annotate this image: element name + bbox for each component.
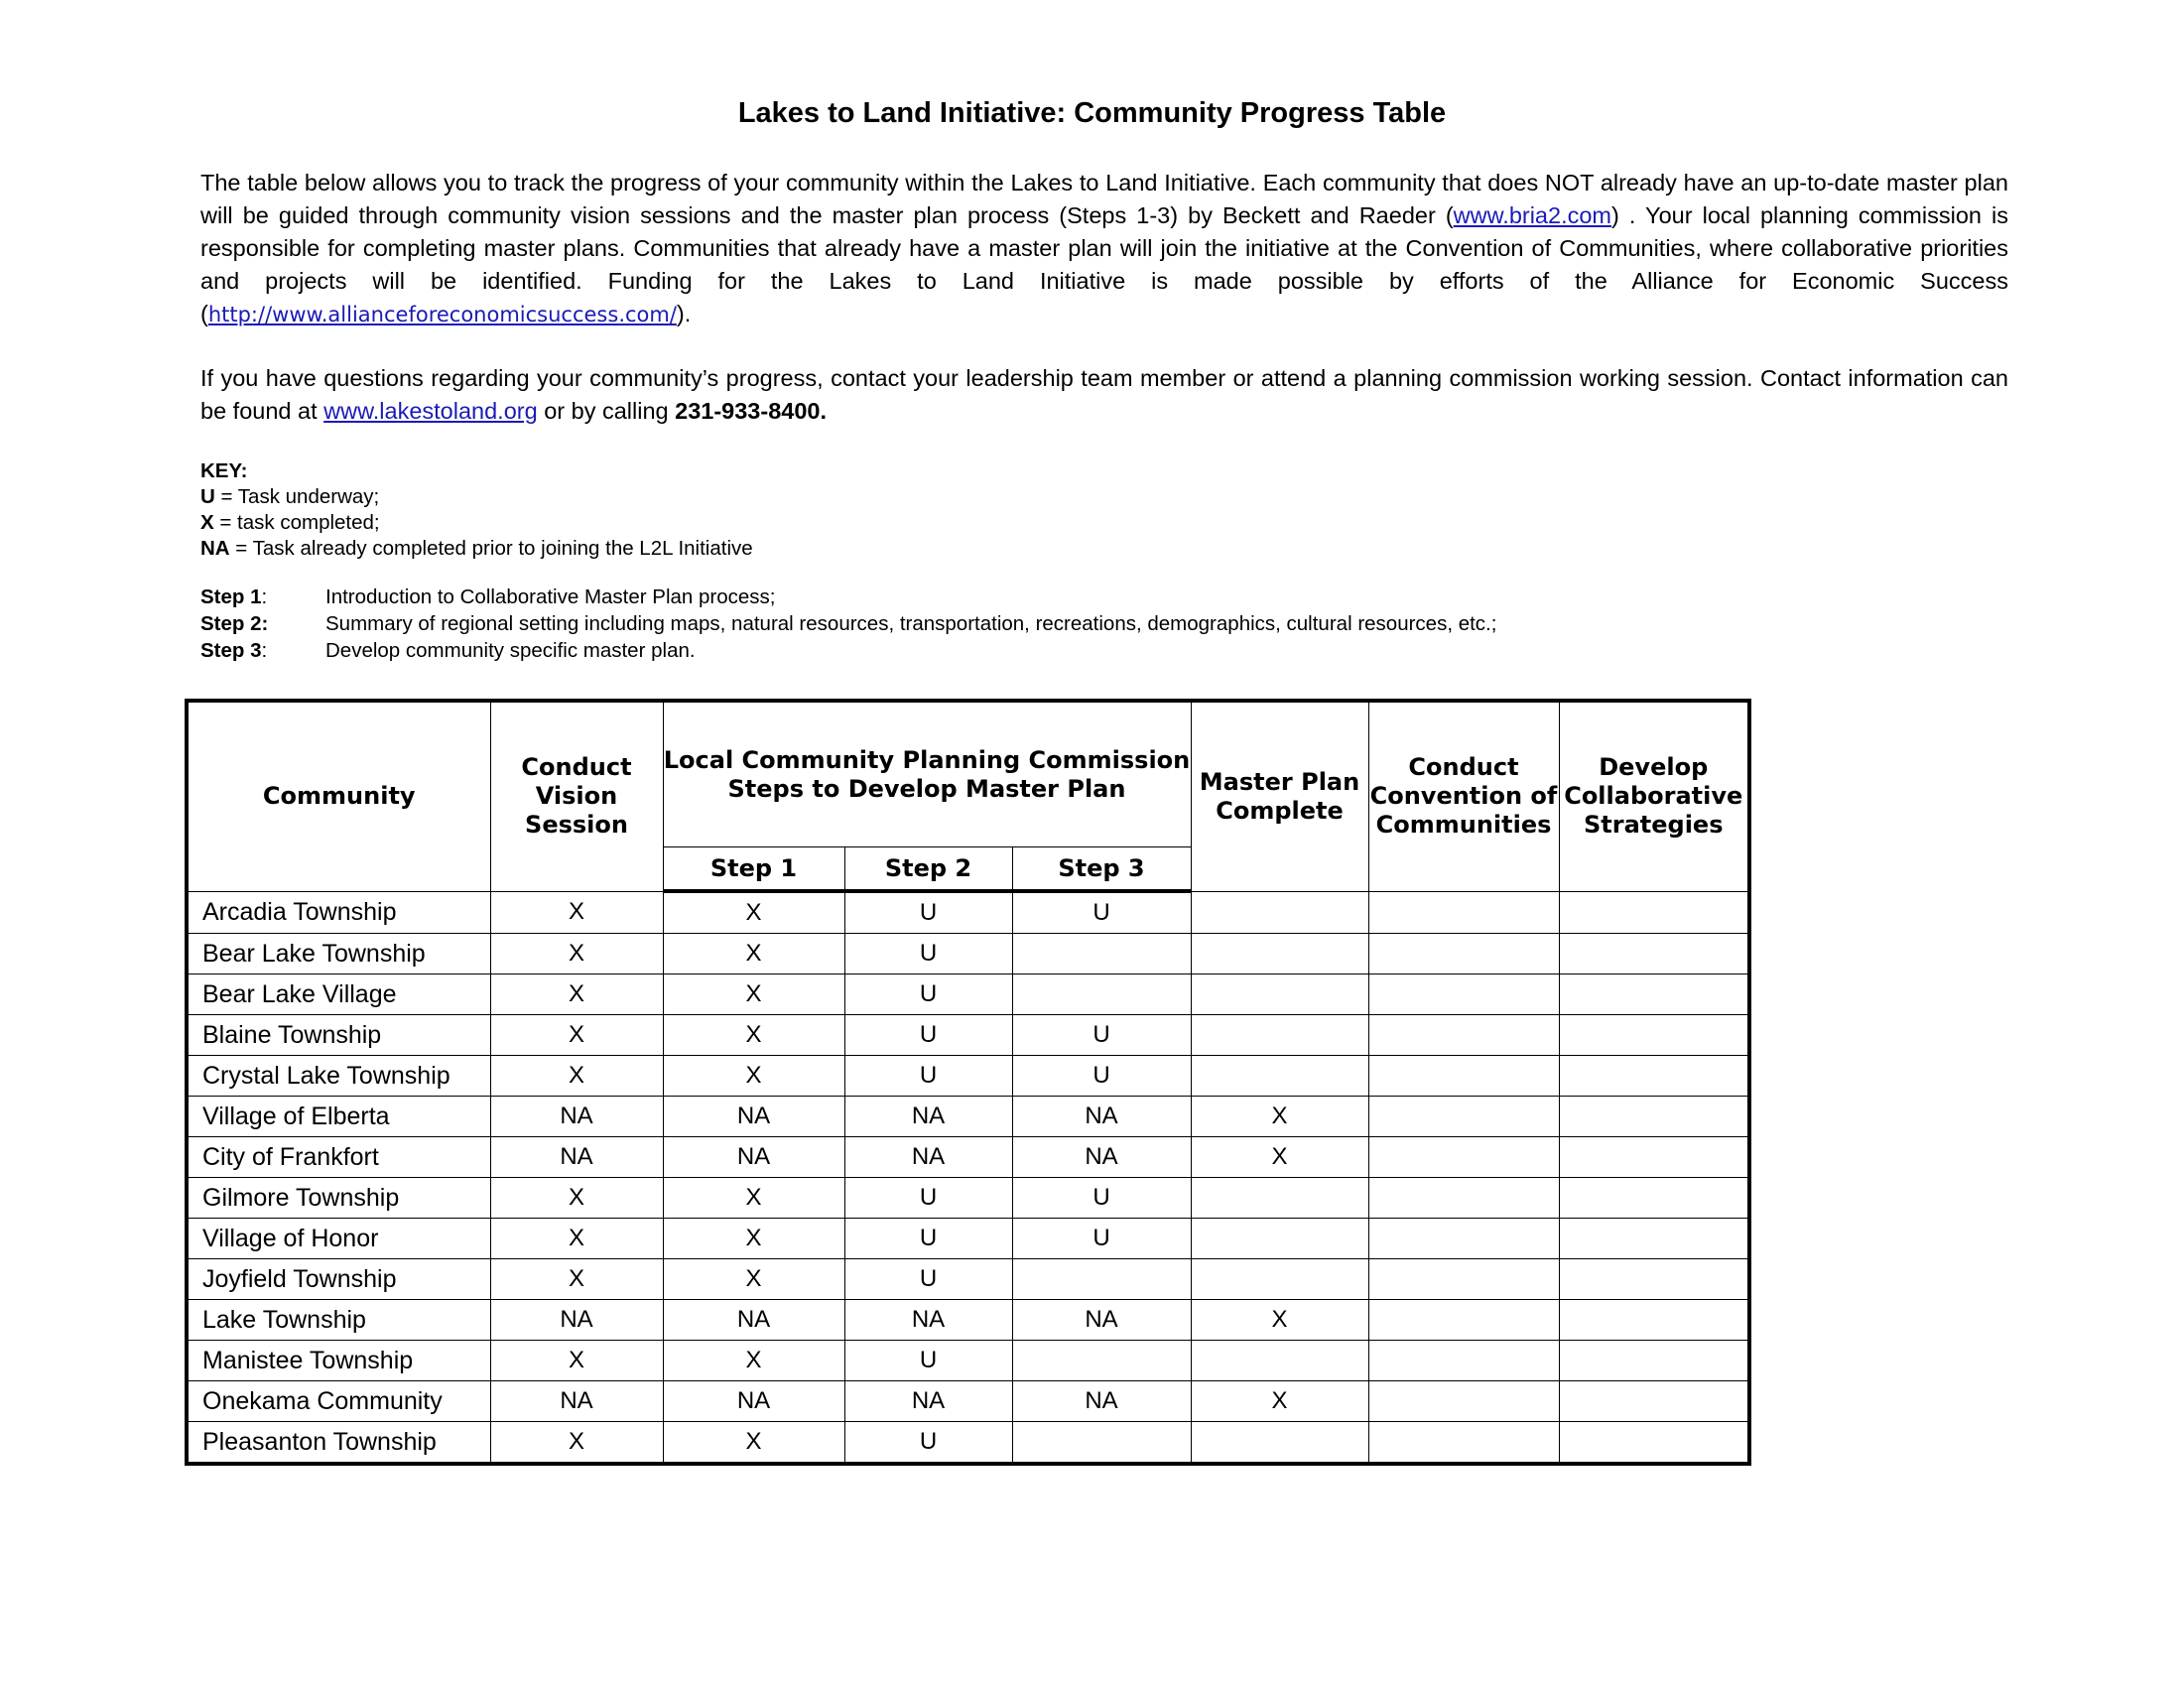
contact-text-1: If you have questions regarding your community’s progress, contact your leadership team member or attend a planning commission working session. Contact information can be found at (200, 365, 2008, 424)
strategies-cell (1559, 1178, 1749, 1219)
table-row (187, 1137, 1749, 1178)
vision-cell: NA (490, 1097, 663, 1137)
convention-cell (1368, 1341, 1559, 1381)
header-convention: Conduct Convention of Communities (1368, 701, 1559, 891)
key-heading: KEY: (200, 459, 248, 482)
convention-cell (1368, 1300, 1559, 1341)
master-plan-cell (1191, 1056, 1368, 1097)
step1-cell: X (663, 974, 844, 1015)
step3-cell: NA (1012, 1137, 1191, 1178)
step3-cell: U (1012, 1056, 1191, 1097)
step1-cell: X (663, 891, 844, 934)
intro-text-2: ) . Your local planning commission is responsible for completing master plans. Communities that already have a master plan will join the initiative at the Convention of Communities, where collaborative priorities and projects will be identified. Funding for the Lakes to Land Initiative is made possible by efforts of the Alliance for Economic Success ( (200, 202, 2008, 326)
header-vision-session: Conduct Vision Session (490, 701, 663, 891)
alliance-link[interactable]: http://www.allianceforeconomicsuccess.com/ (207, 303, 677, 326)
vision-cell: X (490, 1259, 663, 1300)
contact-phone: 231-933-8400. (675, 398, 828, 424)
header-strategies: Develop Collaborative Strategies (1559, 701, 1749, 891)
header-step-3: Step 3 (1012, 847, 1191, 892)
step-description: Summary of regional setting including maps, natural resources, transportation, recreations, demographics, cultural resources, etc.; (325, 612, 1497, 635)
step-line-2 (200, 610, 1496, 637)
community-name: City of Frankfort (187, 1137, 490, 1178)
strategies-cell (1559, 1422, 1749, 1465)
step3-cell: U (1012, 1219, 1191, 1259)
key-text: = Task already completed prior to joining the L2L Initiative (229, 537, 753, 560)
convention-cell (1368, 934, 1559, 974)
vision-cell: X (490, 1015, 663, 1056)
step2-cell: U (844, 1219, 1012, 1259)
step3-cell (1012, 1341, 1191, 1381)
header-planning-steps: Local Community Planning Commission Steps to Develop Master Plan (663, 701, 1191, 847)
community-name: Onekama Community (187, 1381, 490, 1422)
table-row (187, 934, 1749, 974)
step1-cell: X (663, 1015, 844, 1056)
strategies-cell (1559, 1219, 1749, 1259)
steps-legend (200, 584, 1496, 664)
step-line-1 (200, 584, 1496, 610)
step1-cell: NA (663, 1381, 844, 1422)
step1-cell: X (663, 1219, 844, 1259)
master-plan-cell: X (1191, 1300, 1368, 1341)
vision-cell: X (490, 1422, 663, 1465)
step2-cell: NA (844, 1097, 1012, 1137)
master-plan-cell: X (1191, 1097, 1368, 1137)
master-plan-cell (1191, 1259, 1368, 1300)
table-row (187, 1381, 1749, 1422)
community-name: Crystal Lake Township (187, 1056, 490, 1097)
step-colon: : (261, 585, 268, 608)
step1-cell: NA (663, 1300, 844, 1341)
convention-cell (1368, 1056, 1559, 1097)
step-line-3 (200, 637, 1496, 664)
strategies-cell (1559, 1259, 1749, 1300)
table-row (187, 1219, 1749, 1259)
table-row (187, 1015, 1749, 1056)
header-step-1: Step 1 (663, 847, 844, 892)
step1-cell: NA (663, 1097, 844, 1137)
step1-cell: NA (663, 1137, 844, 1178)
strategies-cell (1559, 1341, 1749, 1381)
convention-cell (1368, 1259, 1559, 1300)
convention-cell (1368, 1015, 1559, 1056)
community-name: Joyfield Township (187, 1259, 490, 1300)
strategies-cell (1559, 1097, 1749, 1137)
key-item-prior (200, 536, 753, 562)
key-code: X (200, 511, 214, 534)
strategies-cell (1559, 1015, 1749, 1056)
convention-cell (1368, 974, 1559, 1015)
master-plan-cell (1191, 1341, 1368, 1381)
master-plan-cell (1191, 1422, 1368, 1465)
community-name: Blaine Township (187, 1015, 490, 1056)
step2-cell: U (844, 891, 1012, 934)
table-row (187, 1178, 1749, 1219)
key-text: = Task underway; (214, 485, 380, 508)
table-row (187, 891, 1749, 934)
table-row (187, 1056, 1749, 1097)
lakestoland-link[interactable]: www.lakestoland.org (323, 398, 538, 424)
community-name: Bear Lake Village (187, 974, 490, 1015)
community-name: Gilmore Township (187, 1178, 490, 1219)
master-plan-cell: X (1191, 1381, 1368, 1422)
convention-cell (1368, 891, 1559, 934)
key-code: NA (200, 537, 230, 560)
contact-text-2: or by calling (537, 398, 676, 424)
step-name: Step 3 (200, 639, 262, 662)
community-name: Village of Elberta (187, 1097, 490, 1137)
contact-paragraph (200, 362, 2008, 428)
table-row (187, 974, 1749, 1015)
step1-cell: X (663, 1056, 844, 1097)
table-row (187, 1422, 1749, 1465)
step1-cell: X (663, 1178, 844, 1219)
strategies-cell (1559, 891, 1749, 934)
convention-cell (1368, 1219, 1559, 1259)
convention-cell (1368, 1178, 1559, 1219)
step3-cell: NA (1012, 1381, 1191, 1422)
vision-cell: X (490, 974, 663, 1015)
step2-cell: U (844, 1056, 1012, 1097)
step2-cell: U (844, 1422, 1012, 1465)
step2-cell: NA (844, 1137, 1012, 1178)
community-name: Village of Honor (187, 1219, 490, 1259)
key-legend (200, 458, 753, 562)
vision-cell: X (490, 1219, 663, 1259)
step3-cell: U (1012, 1178, 1191, 1219)
strategies-cell (1559, 934, 1749, 974)
master-plan-cell (1191, 934, 1368, 974)
master-plan-cell (1191, 891, 1368, 934)
strategies-cell (1559, 1381, 1749, 1422)
table-row (187, 1341, 1749, 1381)
master-plan-cell: X (1191, 1137, 1368, 1178)
step1-cell: X (663, 1422, 844, 1465)
header-step-2: Step 2 (844, 847, 1012, 892)
key-item-completed (200, 510, 753, 536)
convention-cell (1368, 1422, 1559, 1465)
step2-cell: U (844, 1015, 1012, 1056)
vision-cell: X (490, 1178, 663, 1219)
step2-cell: U (844, 1341, 1012, 1381)
step-description: Develop community specific master plan. (325, 639, 696, 662)
master-plan-cell (1191, 1015, 1368, 1056)
vision-cell: X (490, 891, 663, 934)
vision-cell: X (490, 1056, 663, 1097)
step2-cell: U (844, 1178, 1012, 1219)
table-row (187, 1097, 1749, 1137)
intro-text-3: ). (676, 301, 692, 326)
step1-cell: X (663, 934, 844, 974)
step3-cell: NA (1012, 1300, 1191, 1341)
step2-cell: NA (844, 1300, 1012, 1341)
progress-table (185, 699, 1751, 1466)
step1-cell: X (663, 1341, 844, 1381)
step2-cell: NA (844, 1381, 1012, 1422)
table-row (187, 1300, 1749, 1341)
master-plan-cell (1191, 1178, 1368, 1219)
table-body (187, 891, 1749, 1464)
vision-cell: NA (490, 1381, 663, 1422)
step2-cell: U (844, 934, 1012, 974)
vision-cell: X (490, 1341, 663, 1381)
step2-cell: U (844, 974, 1012, 1015)
step3-cell (1012, 1422, 1191, 1465)
step3-cell (1012, 1259, 1191, 1300)
strategies-cell (1559, 1137, 1749, 1178)
key-text: = task completed; (213, 511, 380, 534)
community-name: Bear Lake Township (187, 934, 490, 974)
convention-cell (1368, 1097, 1559, 1137)
key-item-underway (200, 484, 753, 510)
step3-cell (1012, 934, 1191, 974)
step3-cell (1012, 974, 1191, 1015)
vision-cell: NA (490, 1137, 663, 1178)
strategies-cell (1559, 974, 1749, 1015)
vision-cell: NA (490, 1300, 663, 1341)
header-master-plan: Master Plan Complete (1191, 701, 1368, 891)
community-name: Lake Township (187, 1300, 490, 1341)
key-code: U (200, 485, 215, 508)
master-plan-cell (1191, 1219, 1368, 1259)
community-name: Pleasanton Township (187, 1422, 490, 1465)
step3-cell: U (1012, 1015, 1191, 1056)
step3-cell: U (1012, 891, 1191, 934)
convention-cell (1368, 1137, 1559, 1178)
intro-paragraph (200, 167, 2008, 331)
header-community: Community (187, 701, 490, 891)
step-name: Step 1 (200, 585, 262, 608)
community-name: Arcadia Township (187, 891, 490, 934)
intro-text-1: The table below allows you to track the progress of your community within the Lakes to Land Initiative. Each community that does NOT already have an up-to-date master plan will be guided through community vision sessions and the master plan process (Steps 1-3) by Beckett and Raeder ( (200, 170, 2008, 228)
bria2-link[interactable]: www.bria2.com (1453, 202, 1611, 228)
step-colon: : (261, 639, 268, 662)
table-row (187, 1259, 1749, 1300)
strategies-cell (1559, 1056, 1749, 1097)
step3-cell: NA (1012, 1097, 1191, 1137)
community-name: Manistee Township (187, 1341, 490, 1381)
strategies-cell (1559, 1300, 1749, 1341)
step1-cell: X (663, 1259, 844, 1300)
vision-cell: X (490, 934, 663, 974)
step-description: Introduction to Collaborative Master Plan process; (325, 585, 776, 608)
page-title: Lakes to Land Initiative: Community Progress Table (737, 97, 1447, 129)
master-plan-cell (1191, 974, 1368, 1015)
step-name: Step 2: (200, 612, 269, 635)
step2-cell: U (844, 1259, 1012, 1300)
convention-cell (1368, 1381, 1559, 1422)
